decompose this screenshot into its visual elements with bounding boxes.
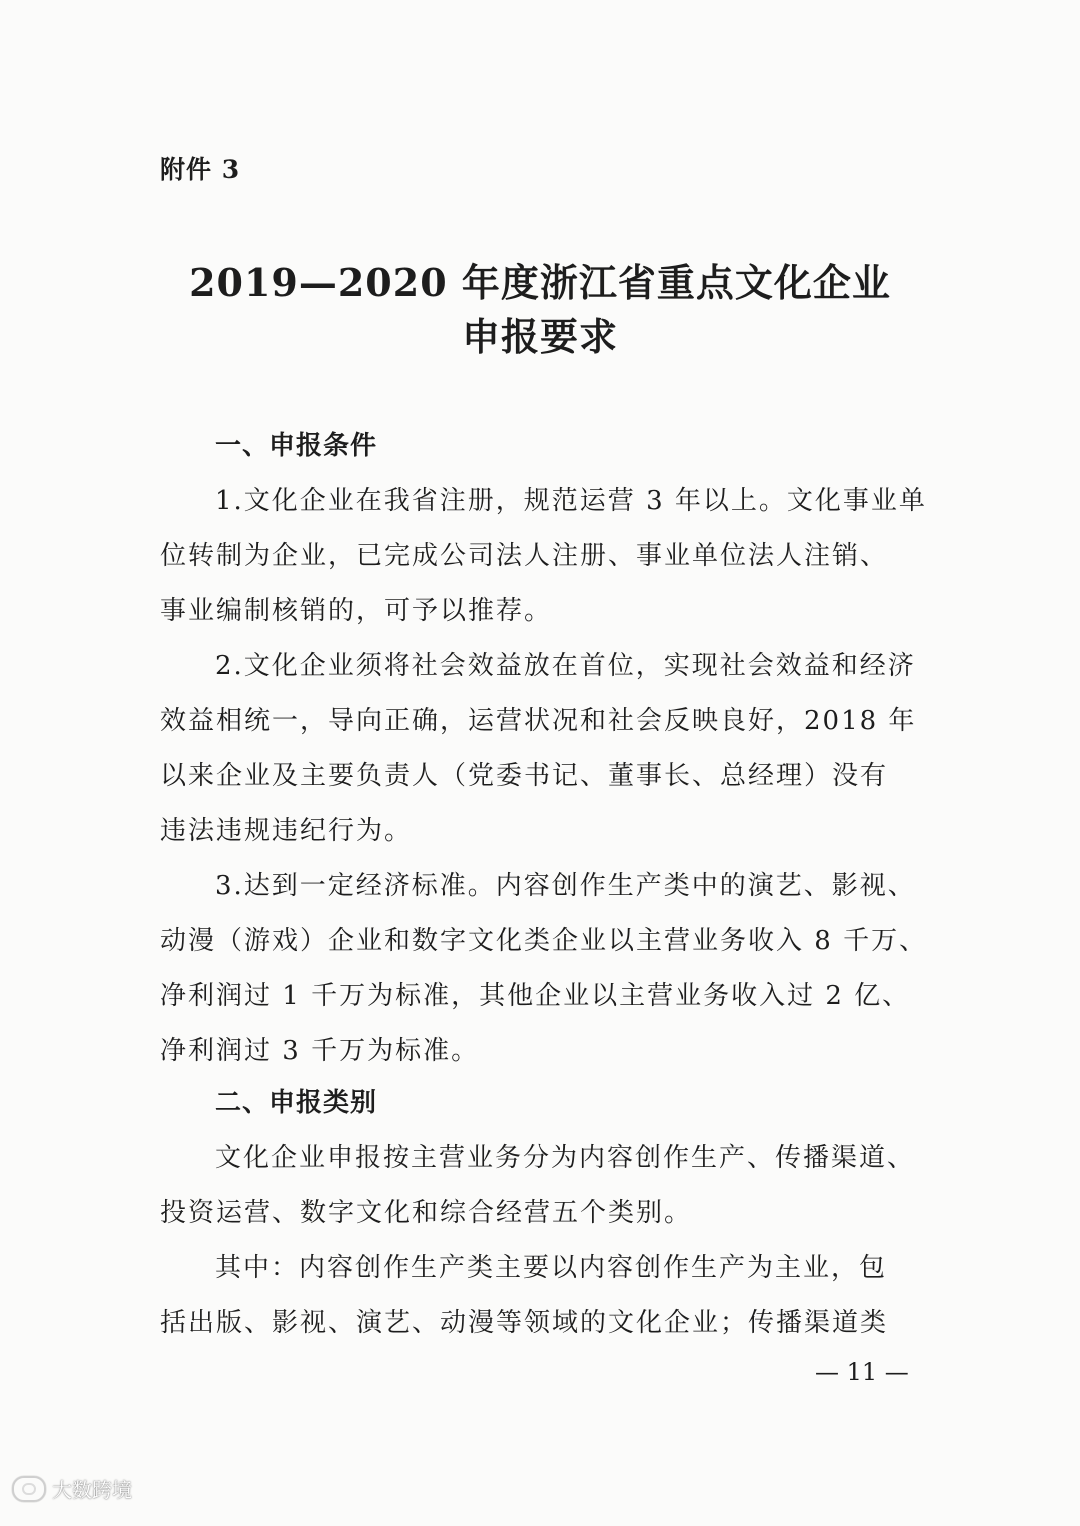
paragraph-line: 投资运营、数字文化和综合经营五个类别。	[160, 1198, 693, 1228]
paragraph-line: 效益相统一，导向正确，运营状况和社会反映良好，2018 年	[160, 706, 917, 736]
watermark-text: 大数跨境	[52, 1478, 132, 1502]
watermark	[12, 1474, 132, 1503]
attachment-label: 附件 3	[160, 155, 241, 184]
paragraph-line: 文化企业申报按主营业务分为内容创作生产、传播渠道、	[215, 1143, 916, 1173]
document-title-line1: 2019—2020 年度浙江省重点文化企业	[189, 260, 891, 305]
section-heading-conditions: 一、申报条件	[215, 431, 378, 461]
paragraph-line: 1.文化企业在我省注册，规范运营 3 年以上。文化事业单	[215, 486, 927, 516]
section-heading-categories: 二、申报类别	[215, 1088, 378, 1118]
document-title-line2: 申报要求	[461, 314, 618, 359]
paragraph-line: 事业编制核销的，可予以推荐。	[160, 596, 553, 626]
paragraph-line: 2.文化企业须将社会效益放在首位，实现社会效益和经济	[215, 651, 916, 681]
paragraph-line: 动漫（游戏）企业和数字文化类企业以主营业务收入 8 千万、	[160, 926, 928, 956]
paragraph-line: 以来企业及主要负责人（党委书记、董事长、总经理）没有	[160, 761, 889, 791]
paragraph-line: 3.达到一定经济标准。内容创作生产类中的演艺、影视、	[215, 871, 916, 901]
paragraph-line: 净利润过 1 千万为标准，其他企业以主营业务收入过 2 亿、	[160, 981, 911, 1011]
page-number: — 11 —	[815, 1358, 909, 1386]
paragraph-line: 其中：内容创作生产类主要以内容创作生产为主业，包	[215, 1253, 888, 1283]
paragraph-line: 违法违规违纪行为。	[160, 816, 413, 846]
watermark-logo-icon	[12, 1476, 46, 1502]
paragraph-line: 括出版、影视、演艺、动漫等领域的文化企业；传播渠道类	[160, 1308, 889, 1338]
paragraph-line: 位转制为企业，已完成公司法人注册、事业单位法人注销、	[160, 541, 889, 571]
paragraph-line: 净利润过 3 千万为标准。	[160, 1036, 480, 1066]
